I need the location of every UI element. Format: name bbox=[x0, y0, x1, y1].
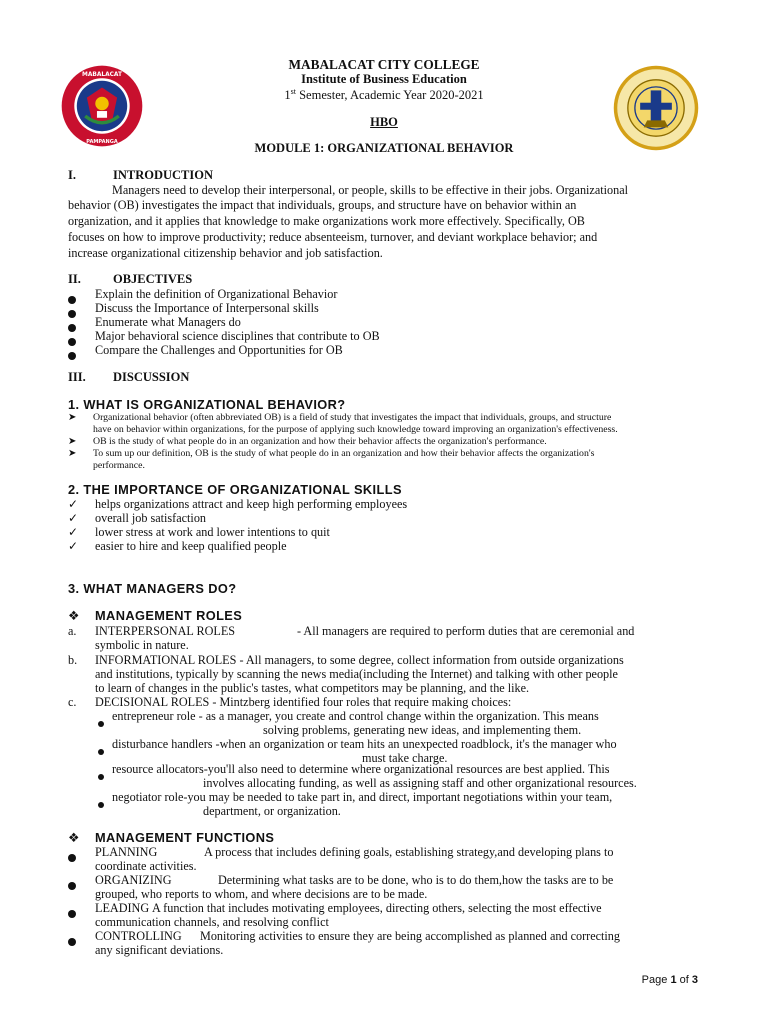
managers-heading: 3. WHAT MANAGERS DO? bbox=[68, 581, 237, 596]
function-term-organizing: ORGANIZING bbox=[95, 873, 172, 887]
objective-item: Major behavioral science disciplines that contribute to OB bbox=[95, 329, 380, 343]
objective-item: Discuss the Importance of Interpersonal skills bbox=[95, 301, 319, 315]
check-icon: ✓ bbox=[68, 539, 79, 553]
role-a-term: INTERPERSONAL ROLES bbox=[95, 624, 236, 638]
roles-heading: MANAGEMENT ROLES bbox=[95, 608, 243, 623]
sub-bullet bbox=[98, 742, 104, 760]
objective-item: Enumerate what Managers do bbox=[95, 315, 241, 329]
intro-line-4: focuses on how to improve productivity; reduce absenteeism, turnover, and deviant workplace behavior; and bbox=[68, 230, 598, 244]
intro-heading: INTRODUCTION bbox=[113, 168, 214, 182]
intro-number: I. bbox=[68, 168, 76, 182]
intro-line-3: organization, and it applies that knowledge to make organizations work more effectively. Specifically, OB bbox=[68, 214, 585, 228]
diamond-bullet-icon: ❖ bbox=[68, 608, 80, 623]
role-a-desc-2: symbolic in nature. bbox=[95, 638, 189, 652]
arrow-bullet-icon: ➤ bbox=[68, 448, 77, 459]
decisional-role-line: disturbance handlers -when an organization or team hits an unexpected roadblock, it's the manager who bbox=[112, 737, 617, 751]
importance-item: lower stress at work and lower intentions to quit bbox=[95, 525, 330, 539]
ob-item-3-line-1: To sum up our definition, OB is the study of what people do in an organization and how their behavior affects the organization's bbox=[93, 448, 595, 459]
importance-item: helps organizations attract and keep high performing employees bbox=[95, 497, 408, 511]
ob-item-1-line-2: have on behavior within organizations, for the purpose of applying such knowledge toward improving an organization's effectiveness. bbox=[93, 424, 618, 435]
importance-item: easier to hire and keep qualified people bbox=[95, 539, 287, 553]
ob-item-2-line-1: OB is the study of what people do in an organization and how their behavior affects the organization's performance. bbox=[93, 436, 547, 447]
function-term-planning: PLANNING bbox=[95, 845, 158, 859]
decisional-role-line: must take charge. bbox=[362, 751, 448, 765]
role-c-label: c. bbox=[68, 695, 77, 709]
function-desc: coordinate activities. bbox=[95, 859, 197, 873]
function-bullet bbox=[68, 877, 76, 895]
decisional-role-line: resource allocators-you'll also need to determine where organizational resources are best applied. This bbox=[112, 762, 610, 776]
decisional-role-line: department, or organization. bbox=[203, 804, 341, 818]
discussion-heading: DISCUSSION bbox=[113, 370, 190, 384]
sub-bullet bbox=[98, 714, 104, 732]
role-b-line-1: INFORMATIONAL ROLES - All managers, to some degree, collect information from outside organizations bbox=[95, 653, 624, 667]
diamond-bullet-icon: ❖ bbox=[68, 830, 80, 845]
function-desc: communication channels, and resolving conflict bbox=[95, 915, 329, 929]
function-desc: any significant deviations. bbox=[95, 943, 224, 957]
role-b-line-3: to learn of changes in the public's tastes, what competitors may be planning, and the like. bbox=[95, 681, 530, 695]
role-b-line-2: and institutions, typically by scanning the news media(including the Internet) and talking with other people bbox=[95, 667, 618, 681]
check-icon: ✓ bbox=[68, 511, 79, 525]
role-c-line: DECISIONAL ROLES - Mintzberg identified four roles that require making choices: bbox=[95, 695, 512, 709]
intro-line-1: Managers need to develop their interpersonal, or people, skills to be effective in their jobs. Organizational bbox=[112, 183, 629, 197]
function-term-leading: LEADING bbox=[95, 901, 150, 915]
role-b-label: b. bbox=[68, 653, 78, 667]
decisional-role-line: involves allocating funding, as well as assigning staff and other organizational resources. bbox=[203, 776, 637, 790]
svg-text:PAMPANGA: PAMPANGA bbox=[86, 138, 118, 145]
objective-bullet bbox=[68, 347, 76, 365]
function-desc: Monitoring activities to ensure they are being accomplished as planned and correcting bbox=[200, 929, 620, 943]
check-icon: ✓ bbox=[68, 525, 79, 539]
semester-line: 1st Semester, Academic Year 2020-2021 bbox=[284, 87, 484, 103]
role-a-label: a. bbox=[68, 624, 77, 638]
function-bullet bbox=[68, 933, 76, 951]
objective-item: Explain the definition of Organizational Behavior bbox=[95, 287, 338, 301]
function-term-controlling: CONTROLLING bbox=[95, 929, 182, 943]
check-icon: ✓ bbox=[68, 497, 79, 511]
decisional-role-line: entrepreneur role - as a manager, you create and control change within the organization. This means bbox=[112, 709, 599, 723]
page-indicator: Page 1 of 3 bbox=[641, 974, 698, 986]
decisional-role-line: solving problems, generating new ideas, and implementing them. bbox=[263, 723, 582, 737]
what-is-ob-heading: 1. WHAT IS ORGANIZATIONAL BEHAVIOR? bbox=[68, 397, 346, 412]
objective-item: Compare the Challenges and Opportunities for OB bbox=[95, 343, 343, 357]
objectives-heading: OBJECTIVES bbox=[113, 272, 193, 286]
function-bullet bbox=[68, 905, 76, 923]
ob-item-1-line-1: Organizational behavior (often abbreviated OB) is a field of study that investigates the impact that individuals, groups, and structure bbox=[93, 412, 612, 423]
sub-bullet bbox=[98, 795, 104, 813]
arrow-bullet-icon: ➤ bbox=[68, 436, 77, 447]
function-bullet bbox=[68, 849, 76, 867]
intro-line-2: behavior (OB) investigates the impact that individuals, groups, and structure have on behavior within an bbox=[68, 198, 577, 212]
logo-left-arc-text: MABALACAT bbox=[81, 71, 123, 78]
college-name: MABALACAT CITY COLLEGE bbox=[288, 57, 480, 72]
intro-line-5: increase organizational citizenship behavior and job satisfaction. bbox=[68, 246, 383, 260]
importance-item: overall job satisfaction bbox=[95, 511, 207, 525]
course-code: HBO bbox=[370, 115, 398, 129]
function-desc: A process that includes defining goals, establishing strategy,and developing plans to bbox=[204, 845, 614, 859]
sub-bullet bbox=[98, 767, 104, 785]
role-a-desc: - All managers are required to perform duties that are ceremonial and bbox=[297, 624, 635, 638]
function-desc: A function that includes motivating employees, directing others, selecting the most effective bbox=[152, 901, 602, 915]
arrow-bullet-icon: ➤ bbox=[68, 412, 77, 423]
importance-heading: 2. THE IMPORTANCE OF ORGANIZATIONAL SKILLS bbox=[68, 482, 402, 497]
discussion-number: III. bbox=[68, 370, 86, 384]
institute-name: Institute of Business Education bbox=[301, 72, 467, 86]
objectives-number: II. bbox=[68, 272, 81, 286]
decisional-role-line: negotiator role-you may be needed to take part in, and direct, important negotiations within your team, bbox=[112, 790, 613, 804]
function-desc: Determining what tasks are to be done, who is to do them,how the tasks are to be bbox=[218, 873, 614, 887]
module-title: MODULE 1: ORGANIZATIONAL BEHAVIOR bbox=[254, 141, 514, 155]
functions-heading: MANAGEMENT FUNCTIONS bbox=[95, 830, 275, 845]
ob-item-3-line-2: performance. bbox=[93, 460, 145, 471]
function-desc: grouped, who reports to whom, and where decisions are to be made. bbox=[95, 887, 428, 901]
